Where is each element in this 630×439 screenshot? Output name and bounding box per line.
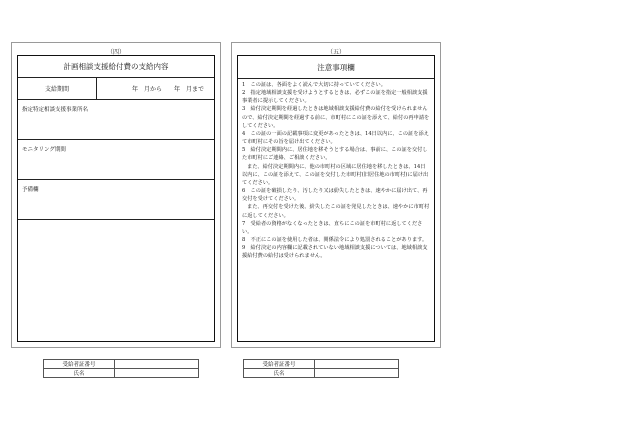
notes-box [237,55,435,342]
support-contents-title: 計画相談支援給付費の支給内容 [18,56,214,78]
payment-period-label: 支給期間 [18,78,97,99]
note-item: 8 不正にこの証を使用した者は、関係法令により処罰されることがあります。 [242,236,428,243]
monitoring-period-row [18,140,214,180]
monitoring-period-label: モニタリング期間 [22,147,66,153]
recipient-name-label: 氏名 [244,369,315,377]
note-item: 3 給付決定期間を経過したときは地域相談支援給付費の給付を受けられませんので、給付決定期間を経過する前に、市町村にこの証を添えて、給付の再申請をしてください。 [242,106,430,129]
page-number-five: （五） [326,49,345,56]
recipient-number-row [44,360,198,368]
payment-period-value: 年 月から 年 月まで [131,86,204,93]
office-name-row [18,100,214,140]
recipient-name-label: 氏名 [44,369,115,377]
recipient-info-box-right [243,359,399,378]
recipient-info-box-left [43,359,199,378]
note-item: 1 この証は、各面をよく読んで大切に持っていてください。 [242,82,386,88]
page-four [11,42,221,348]
recipient-name-row [44,368,198,377]
page-five [231,42,441,348]
note-item: 6 この証を破損したり、汚したり又は紛失したときは、速やかに届け出て、再交付を受けてください。 [242,188,428,203]
recipient-number-label: 受給者証番号 [44,360,115,368]
office-name-label: 指定特定相談支援事業所名 [22,107,89,113]
recipient-name-field[interactable] [315,369,398,377]
recipient-name-row [244,368,398,377]
recipient-number-label: 受給者証番号 [244,360,315,368]
recipient-number-field[interactable] [315,360,398,368]
recipient-number-field[interactable] [115,360,198,368]
page-number-four: （四） [106,49,125,56]
payment-period-row [18,78,214,100]
note-item: 4 この証の一面の記載事項に変更があったときは、14日以内に、この証を添えて市町村にその旨を届け出てください。 [242,130,429,146]
note-item: 7 受給者の資格がなくなったときは、直ちにこの証を市町村に返してください。 [242,220,423,235]
recipient-number-row [244,360,398,368]
spare-field-label: 予備欄 [22,187,39,193]
support-contents-table [17,55,215,342]
notes-list [242,81,430,260]
note-item: また、再交付を受けた後、紛失したこの証を発見したときは、速やかに市町村に返してください。 [242,204,430,219]
note-item: また、給付決定期間内に、他の市町村の区域に居住地を移したときは、14日以内に、この証を添えて、この証を交付した市町村(旧居住地の市町村)に届け出てください。 [242,163,429,186]
spare-field-row [18,180,214,220]
note-item: 2 指定地域相談支援を受けようとするときは、必ずこの証を指定一般相談支援事業者に提示してください。 [242,90,428,105]
note-item: 9 給付決定の内容欄に記載されていない地域相談支援については、地域相談支援給付費の給付は受けられません。 [242,245,428,260]
notes-title: 注意事項欄 [238,56,434,79]
note-item: 5 給付決定期間内に、居住地を移そうとする場合は、事前に、この証を交付した市町村にご連絡、ご相談ください。 [242,147,428,162]
recipient-name-field[interactable] [115,369,198,377]
